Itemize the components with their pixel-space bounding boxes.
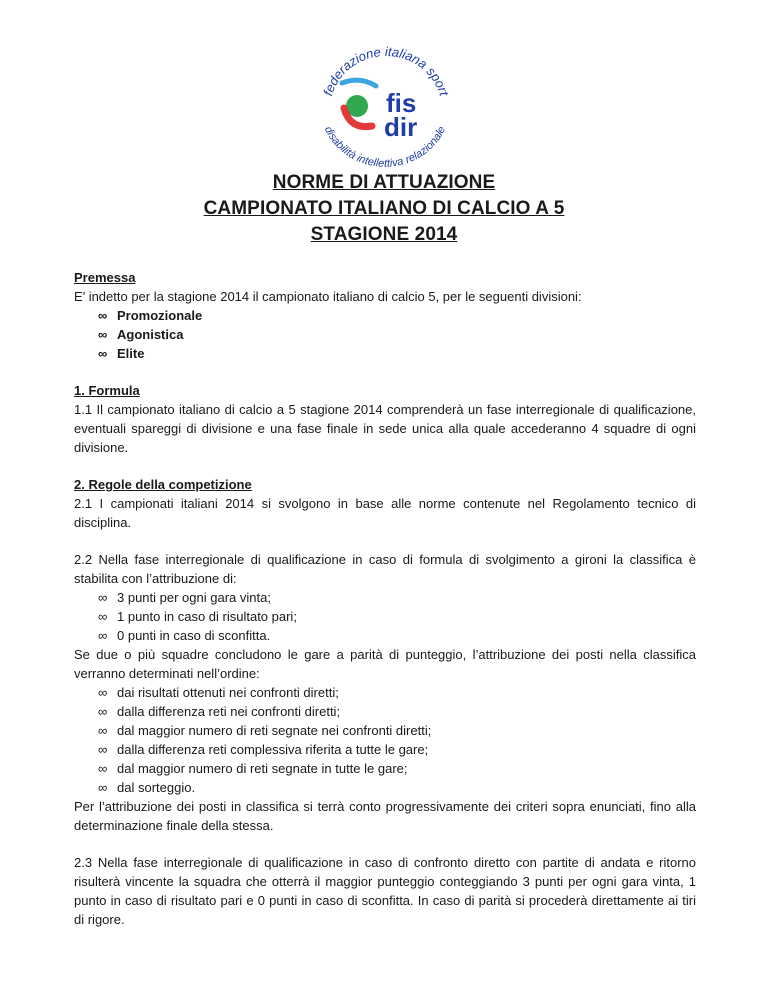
list-item: ∞ dal sorteggio. [98, 780, 196, 795]
regole-paragraph-2-1: 2.1 I campionati italiani 2014 si svolgono in base alle norme contenute nel Regolamento tecnico di disciplina. [74, 496, 696, 530]
criteria-list [74, 683, 696, 797]
list-item: ∞ dai risultati ottenuti nei confronti diretti; [98, 685, 339, 700]
list-item: ∞ dalla differenza reti complessiva riferita a tutte le gare; [98, 742, 429, 757]
tiebreak-conclusion: Per l’attribuzione dei posti in classifica si terrà conto progressivamente dei criteri sopra enunciati, fino alla determinazione finale della stessa. [74, 799, 696, 833]
list-item: ∞ 0 punti in caso di sconfitta. [98, 628, 271, 643]
fisdir-logo [300, 28, 468, 172]
document-body [74, 268, 696, 929]
regole-heading: 2. Regole della competizione [74, 477, 252, 492]
list-item: ∞ Promozionale [98, 308, 203, 323]
premessa-text: E’ indetto per la stagione 2014 il campionato italiano di calcio 5, per le seguenti divisioni: [74, 289, 582, 304]
document-title [0, 170, 768, 248]
title-line-2: CAMPIONATO ITALIANO DI CALCIO A 5 [203, 198, 565, 219]
list-item: ∞ dalla differenza reti nei confronti diretti; [98, 704, 341, 719]
premessa-heading: Premessa [74, 270, 136, 285]
regole-paragraph-2-2: 2.2 Nella fase interregionale di qualificazione in caso di formula di svolgimento a gironi la classifica è stabilita con l’attribuzione di: [74, 552, 696, 586]
infinity-bullet-icon: ∞ [98, 308, 108, 323]
list-item: ∞ dal maggior numero di reti segnate nei confronti diretti; [98, 723, 432, 738]
title-line-1: NORME DI ATTUAZIONE [272, 172, 496, 193]
divisions-list [74, 306, 696, 363]
infinity-bullet-icon: ∞ [98, 590, 108, 605]
formula-heading: 1. Formula [74, 383, 140, 398]
infinity-bullet-icon: ∞ [98, 704, 108, 719]
list-item: ∞ Elite [98, 346, 145, 361]
list-item: ∞ 1 punto in caso di risultato pari; [98, 609, 297, 624]
svg-text:disabilità intellettiva relazi: disabilità intellettiva relazionale [321, 124, 449, 170]
list-item: ∞ Agonistica [98, 327, 184, 342]
formula-paragraph: 1.1 Il campionato italiano di calcio a 5 stagione 2014 comprenderà un fase interregionale di qualificazione, eventuali spareggi di divisione e una fase finale in sede unica alla quale accederanno 4 squadre di ogni divisione. [74, 402, 696, 455]
svg-text:fis: fis [386, 88, 417, 118]
infinity-bullet-icon: ∞ [98, 780, 108, 795]
infinity-bullet-icon: ∞ [98, 685, 108, 700]
svg-text:federazione italiana sport: federazione italiana sport [320, 43, 452, 98]
infinity-bullet-icon: ∞ [98, 346, 108, 361]
title-line-3: STAGIONE 2014 [310, 224, 458, 245]
regole-paragraph-2-3: 2.3 Nella fase interregionale di qualificazione in caso di confronto diretto con partite di andata e ritorno risulterà vincente la squadra che otterrà il maggior punteggio conteggiando 3 punti per ogni gara vinta, 1 punto in caso di risultato pari e 0 punti in caso di sconfitta. In caso di parità si procederà direttamente ai tiri di rigore. [74, 855, 696, 927]
infinity-bullet-icon: ∞ [98, 609, 108, 624]
infinity-bullet-icon: ∞ [98, 628, 108, 643]
points-list [74, 588, 696, 645]
list-item: ∞ dal maggior numero di reti segnate in tutte le gare; [98, 761, 408, 776]
infinity-bullet-icon: ∞ [98, 761, 108, 776]
tiebreak-intro: Se due o più squadre concludono le gare a parità di punteggio, l’attribuzione dei posti nella classifica verranno determinati nell’ordine: [74, 647, 696, 681]
list-item: ∞ 3 punti per ogni gara vinta; [98, 590, 271, 605]
svg-text:dir: dir [384, 112, 418, 142]
infinity-bullet-icon: ∞ [98, 327, 108, 342]
infinity-bullet-icon: ∞ [98, 723, 108, 738]
infinity-bullet-icon: ∞ [98, 742, 108, 757]
